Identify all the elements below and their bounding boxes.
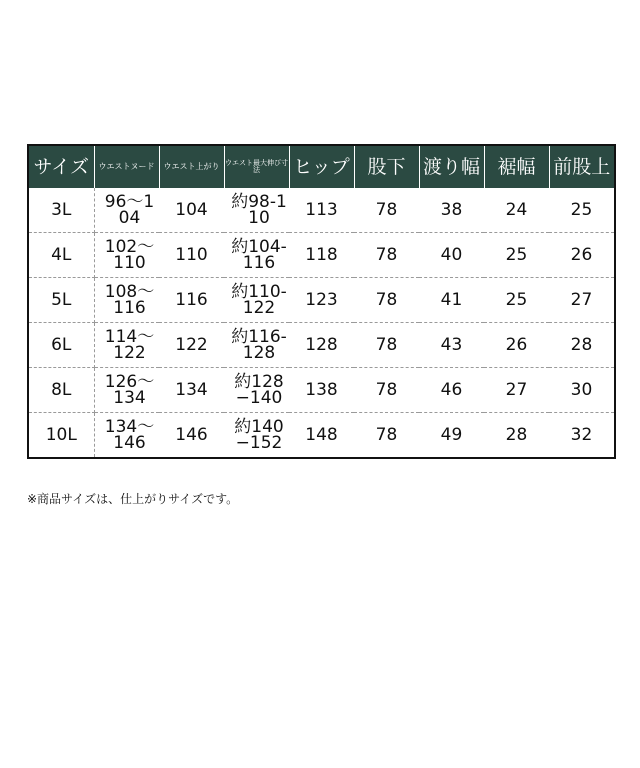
table-cell — [224, 278, 289, 323]
table-cell: 27 — [549, 278, 615, 323]
cell-value: 約128−140 — [234, 372, 284, 408]
table-cell: 28 — [549, 323, 615, 368]
size-note: ※商品サイズは、仕上がりサイズです。 — [27, 492, 239, 506]
table-cell: 78 — [354, 323, 419, 368]
table-cell — [224, 188, 289, 233]
table-cell: 25 — [484, 233, 549, 278]
table-cell — [224, 368, 289, 413]
cell-value: 約98-110 — [231, 192, 287, 228]
table-cell: 49 — [440, 425, 463, 445]
table-row — [28, 323, 615, 368]
table-cell — [224, 233, 289, 278]
table-cell — [94, 323, 159, 368]
table-cell: 138 — [289, 368, 354, 413]
table-cell: 78 — [354, 278, 419, 323]
table-cell: 30 — [549, 368, 615, 413]
table-cell: 78 — [354, 188, 419, 233]
table-cell: 24 — [484, 188, 549, 233]
table-cell: 134 — [159, 368, 224, 413]
table-header-row — [28, 145, 615, 188]
table-cell: 116 — [159, 278, 224, 323]
table-cell — [94, 413, 159, 459]
table-cell — [224, 323, 289, 368]
table-cell: 40 — [419, 233, 484, 278]
cell-value: 108～116 — [104, 282, 155, 318]
table-cell: 32 — [570, 425, 593, 445]
cell-value: 134～146 — [104, 417, 155, 453]
header-waist-finished: ウエスト上がり — [159, 145, 224, 188]
table-cell: 25 — [484, 278, 549, 323]
size-chart-table — [27, 144, 616, 459]
cell-value: 126～134 — [104, 372, 155, 408]
cell-value: 約110-122 — [231, 282, 287, 318]
table-cell: 104 — [159, 188, 224, 233]
table-cell: 27 — [484, 368, 549, 413]
table-cell: 122 — [159, 323, 224, 368]
table-row — [28, 368, 615, 413]
header-hip: ヒップ — [289, 145, 354, 188]
table-cell: 43 — [419, 323, 484, 368]
table-cell: 78 — [354, 233, 419, 278]
size-cell: 5L — [28, 278, 94, 323]
cell-value: 114～122 — [104, 327, 155, 363]
cell-value: 約104-116 — [231, 237, 287, 273]
table-cell: 110 — [159, 233, 224, 278]
header-inseam: 股下 — [354, 145, 419, 188]
table-row — [28, 413, 615, 459]
table-cell: 113 — [289, 188, 354, 233]
table-cell: 25 — [549, 188, 615, 233]
table-cell: 78 — [354, 368, 419, 413]
size-cell: 10L — [28, 413, 94, 459]
table-row — [28, 278, 615, 323]
table-cell: 146 — [175, 425, 208, 445]
table-cell: 123 — [289, 278, 354, 323]
cell-value: 約140−152 — [234, 417, 284, 453]
table-row — [28, 188, 615, 233]
table-cell: 128 — [289, 323, 354, 368]
cell-value: 102～110 — [104, 237, 155, 273]
cell-value: 約116-128 — [231, 327, 287, 363]
header-size: サイズ — [28, 145, 94, 188]
table-cell: 41 — [419, 278, 484, 323]
size-cell: 8L — [28, 368, 94, 413]
table-cell — [224, 413, 289, 459]
table-cell: 38 — [419, 188, 484, 233]
header-waist-max-stretch: ウエスト最大伸び寸法 — [224, 145, 289, 188]
size-cell: 4L — [28, 233, 94, 278]
table-cell: 118 — [289, 233, 354, 278]
header-thigh-width: 渡り幅 — [419, 145, 484, 188]
table-cell: 148 — [305, 425, 338, 445]
header-hem-width: 裾幅 — [484, 145, 549, 188]
table-cell — [94, 368, 159, 413]
header-waist-nude: ウエストヌード — [94, 145, 159, 188]
table-cell: 46 — [419, 368, 484, 413]
table-cell: 26 — [484, 323, 549, 368]
table-cell: 78 — [375, 425, 398, 445]
cell-value: 96～104 — [104, 192, 155, 228]
size-cell: 3L — [28, 188, 94, 233]
header-front-rise: 前股上 — [549, 145, 615, 188]
table-cell — [94, 188, 159, 233]
table-cell — [94, 233, 159, 278]
table-cell — [94, 278, 159, 323]
size-cell: 6L — [28, 323, 94, 368]
table-cell: 26 — [549, 233, 615, 278]
table-cell: 28 — [505, 425, 528, 445]
table-row — [28, 233, 615, 278]
